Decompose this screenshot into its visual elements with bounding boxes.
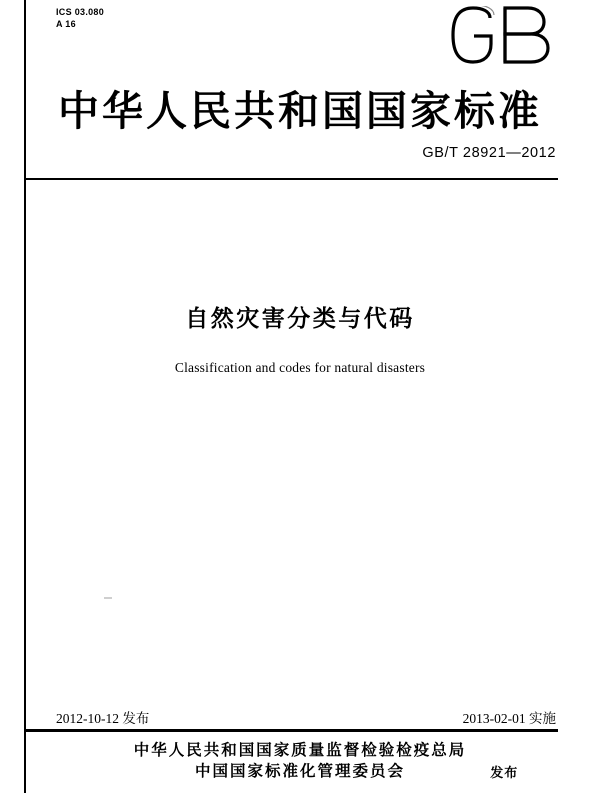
issuing-authorities xyxy=(0,740,600,782)
ics-category-code: A 16 xyxy=(56,19,76,29)
document-title-chinese: 自然灾害分类与代码 xyxy=(185,306,415,331)
ics-code: ICS 03.080 xyxy=(56,7,105,17)
footer-dates-row xyxy=(56,707,556,727)
ics-classification-block xyxy=(56,6,104,30)
issuer-primary: 中华人民共和国国家质量监督检验检疫总局 xyxy=(133,742,467,759)
scan-artifact xyxy=(104,597,112,599)
effective-date: 2013-02-01 实施 xyxy=(462,711,556,726)
standard-number: GB/T 28921—2012 xyxy=(422,145,556,161)
document-title-english: Classification and codes for natural disasters xyxy=(174,360,426,375)
gb-logo-icon xyxy=(448,6,558,64)
header-divider xyxy=(26,178,558,180)
issuer-secondary: 中国国家标准化管理委员会 xyxy=(194,763,405,780)
page-title: 中华人民共和国国家标准 xyxy=(58,88,542,134)
issue-date: 2012-10-12 发布 xyxy=(56,711,150,726)
footer-divider xyxy=(26,729,558,732)
publish-label: 发布 xyxy=(490,765,519,780)
